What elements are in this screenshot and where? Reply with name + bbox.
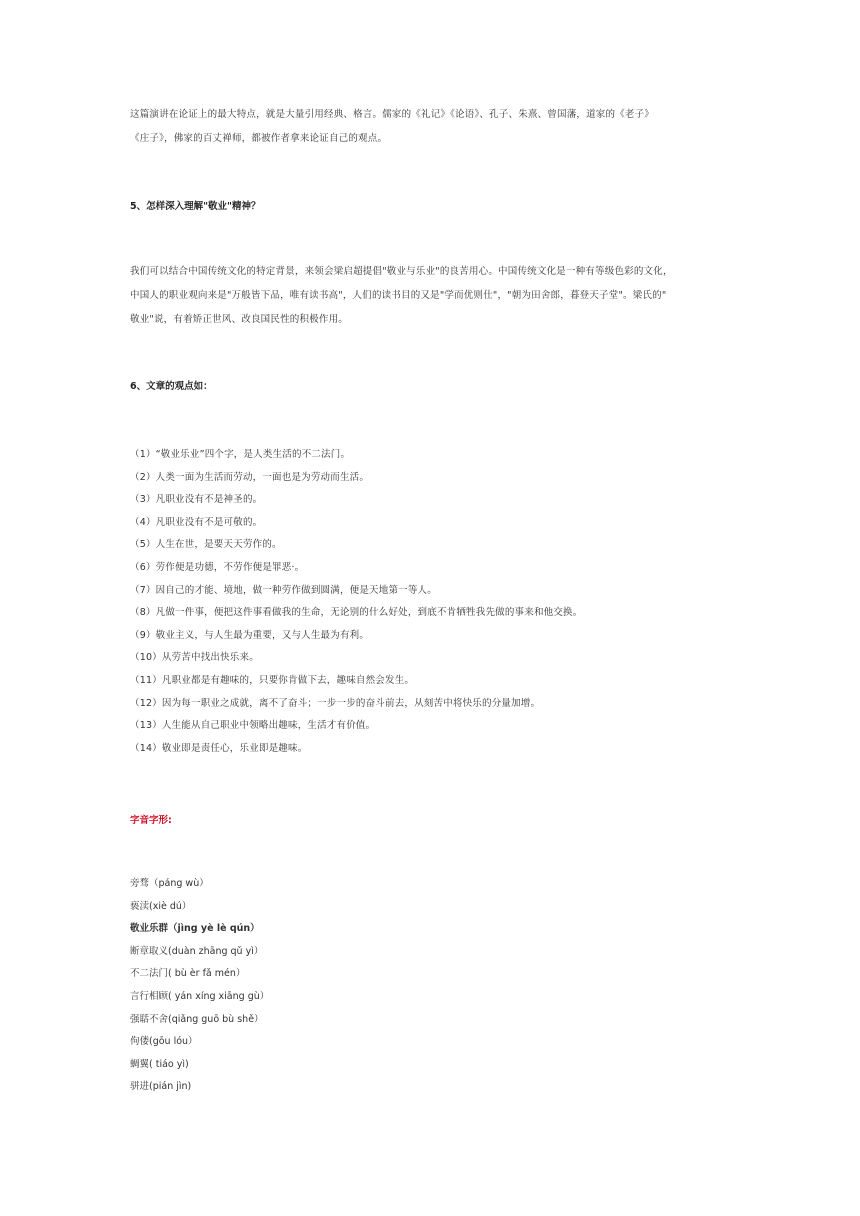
intro-line-2: 《庄子》，佛家的百丈禅师，都被作者拿来论证自己的观点。 [130, 133, 388, 144]
vocab-item: 强聒不舍(qiǎng guō bù shě） [130, 1013, 264, 1025]
vocab-item: 蜩翼( tiáo yì) [130, 1058, 189, 1070]
vocab-item: 骈进(pián jìn) [130, 1081, 192, 1093]
vocab-heading: 字音字形: [130, 815, 172, 826]
intro-paragraph [130, 103, 730, 151]
vocab-item: 不二法门( bù èr fǎ mén） [130, 968, 246, 980]
vocab-item: 旁骛（páng wù） [130, 878, 209, 889]
list-item: （8）凡做一件事，便把这件事看做我的生命，无论别的什么好处，到底不肯牺牲我先做的事来和他交换。 [130, 607, 583, 619]
list-item: （1）“敬业乐业”四个字，是人类生活的不二法门。 [130, 449, 351, 460]
vocab-item: 断章取义(duàn zhāng qǔ yì） [130, 945, 264, 957]
list-item: （11）凡职业都是有趣味的，只要你肯做下去，趣味自然会发生。 [130, 674, 415, 686]
vocab-item: 佝偻(gōu lóu） [130, 1036, 198, 1048]
list-item: （7）因自己的才能、境地，做一种劳作做到圆满，便是天地第一等人。 [130, 584, 437, 596]
vocab-item: 言行相顾( yán xíng xiāng gù） [130, 990, 270, 1002]
vocab-list [130, 873, 269, 1099]
list-item: （6）劳作便是功德，不劳作便是罪恶·。 [130, 561, 305, 573]
q5-line-3: 敬业"说，有着矫正世风、改良国民性的积极作用。 [130, 314, 348, 325]
intro-line-1: 这篇演讲在论证上的最大特点，就是大量引用经典、格言。儒家的《礼记》《论语》、孔子、朱熹、曾国藩，道家的《老子》 [130, 109, 655, 120]
list-item: （13）人生能从自己职业中领略出趣味，生活才有价值。 [130, 720, 376, 732]
q5-heading: 5、怎样深入理解"敬业"精神？ [130, 201, 261, 212]
q6-heading: 6、文章的观点如： [130, 381, 213, 392]
list-item: （5）人生在世，是要天天劳作的。 [130, 539, 282, 551]
list-item: （4）凡职业没有不是可敬的。 [130, 516, 263, 528]
vocab-item: 敬业乐群（jìng yè lè qún） [130, 923, 260, 935]
list-item: （9）敬业主义，与人生最为重要，又与人生最为有利。 [130, 629, 370, 641]
viewpoint-list [130, 444, 582, 760]
q5-line-2: 中国人的职业观向来是"万般皆下品，唯有读书高"，人们的读书目的又是"学而优则仕"，"朝为田舍郎，暮登天子堂"。梁氏的" [130, 290, 667, 301]
list-item: （14）敬业即是责任心，乐业即是趣味。 [130, 742, 308, 754]
list-item: （10）从劳苦中找出快乐来。 [130, 652, 259, 664]
list-item: （12）因为每一职业之成就，离不了奋斗；一步一步的奋斗前去，从刻苦中将快乐的分量加增。 [130, 697, 541, 709]
vocab-item: 亵渎(xiè dú） [130, 900, 192, 912]
q5-paragraph [130, 260, 730, 332]
list-item: （3）凡职业没有不是神圣的。 [130, 494, 263, 506]
list-item: （2）人类一面为生活而劳动，一面也是为劳动而生活。 [130, 471, 370, 483]
q5-line-1: 我们可以结合中国传统文化的特定背景，来领会梁启超提倡"敬业与乐业"的良苦用心。中国传统文化是一种有等级色彩的文化， [130, 266, 673, 277]
